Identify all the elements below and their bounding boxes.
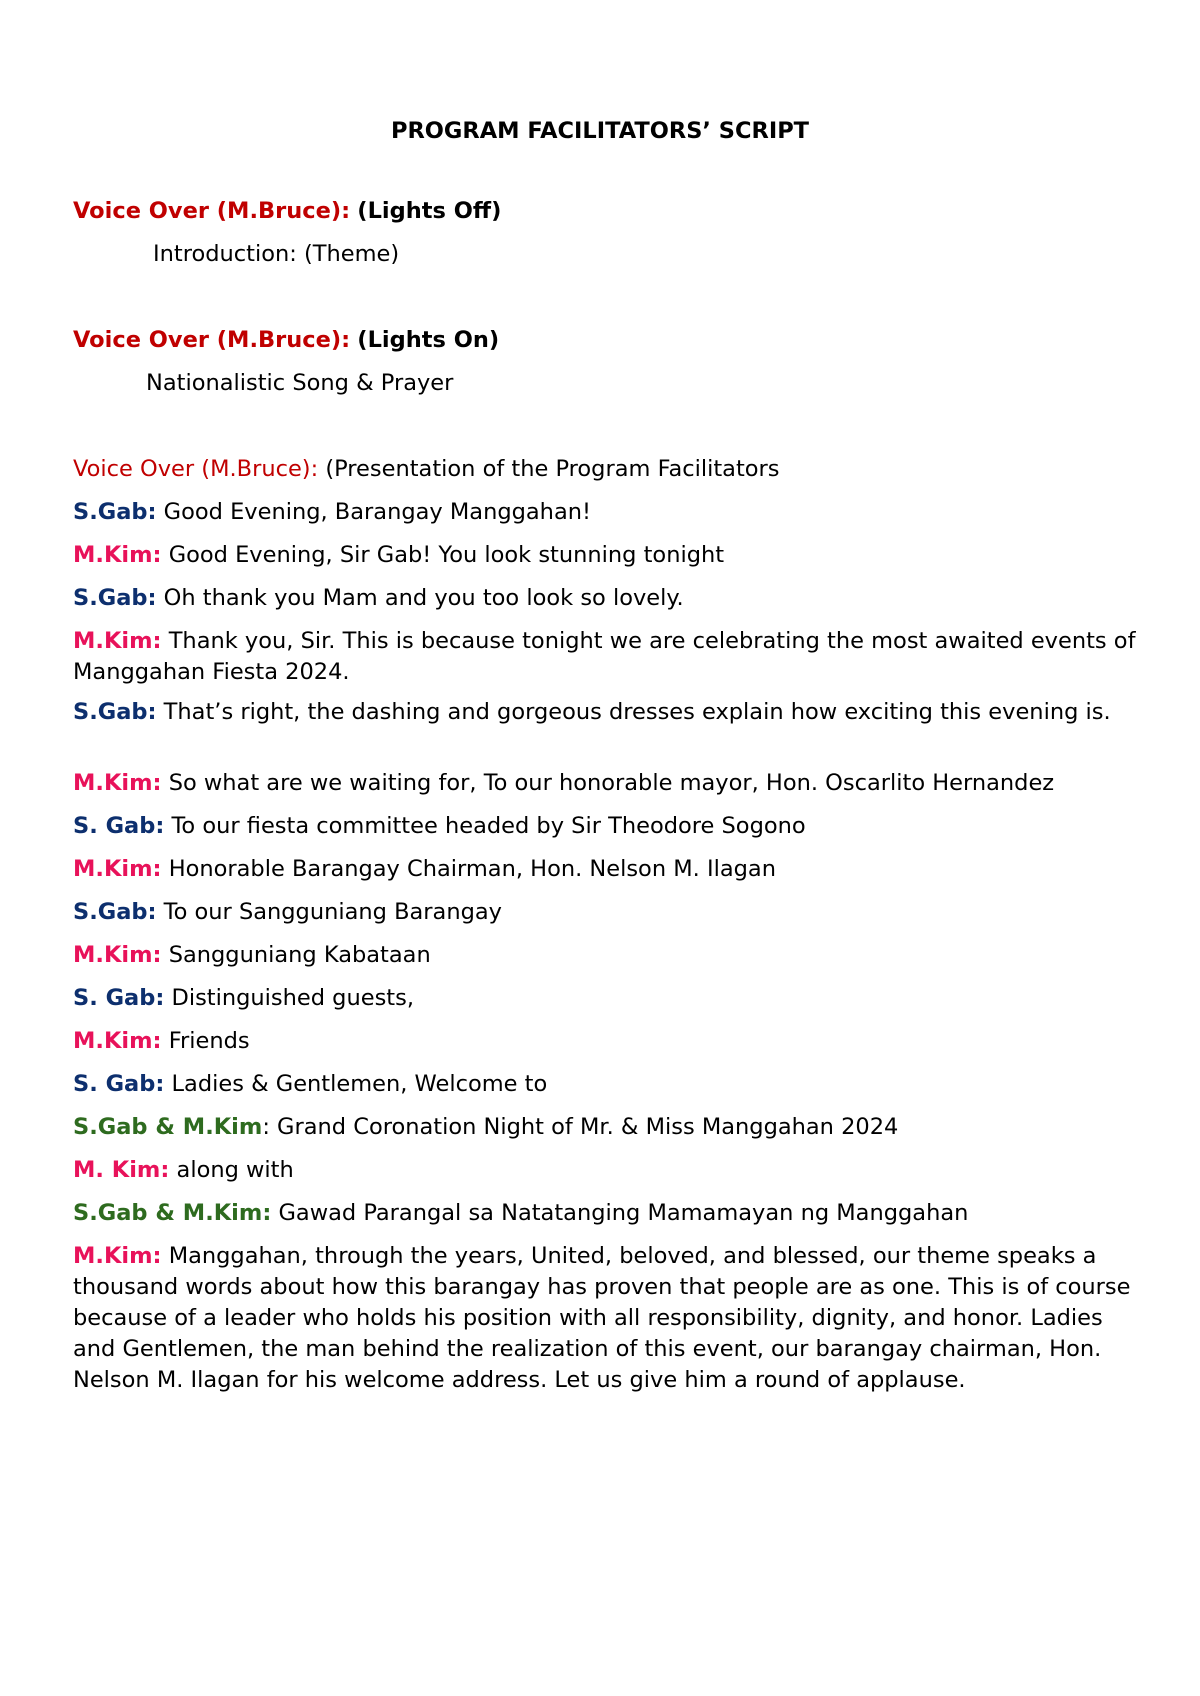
line-text: Distinguished guests,	[171, 985, 414, 1011]
speaker-label: S. Gab:	[73, 1071, 165, 1097]
line-text: : Grand Coronation Night of Mr. & Miss Manggahan 2024	[262, 1114, 899, 1140]
line-text: Nationalistic Song & Prayer	[146, 370, 454, 396]
page-title: PROGRAM FACILITATORS’ SCRIPT	[390, 118, 810, 144]
line-text: Thank you, Sir. This is because tonight we are celebrating the most awaited events of Manggahan Fiesta 2024.	[73, 628, 1136, 685]
line-text: Good Evening, Sir Gab! You look stunning tonight	[168, 542, 725, 568]
script-line-voice-over	[73, 325, 1143, 356]
script-line-kim	[73, 940, 1143, 971]
speaker-label: S.Gab:	[73, 699, 157, 725]
speaker-label: S.Gab & M.Kim:	[73, 1200, 272, 1226]
script-line-voice-over	[73, 196, 1143, 227]
line-text: Gawad Parangal sa Natatanging Mamamayan ng Manggahan	[278, 1200, 969, 1226]
speaker-label: M.Kim:	[73, 856, 162, 882]
script-line-kim	[73, 626, 1143, 688]
speaker-label: S. Gab:	[73, 813, 165, 839]
line-text: along with	[176, 1157, 294, 1183]
line-text: (Lights Off)	[357, 198, 502, 224]
speaker-label: Voice Over (M.Bruce):	[73, 456, 319, 482]
speaker-label: S. Gab:	[73, 985, 165, 1011]
speaker-label: M.Kim:	[73, 1243, 162, 1269]
script-line-both	[73, 1112, 1143, 1143]
line-text: Ladies & Gentlemen, Welcome to	[171, 1071, 548, 1097]
script-line-gab	[73, 897, 1143, 928]
script-line-gab	[73, 583, 1143, 614]
line-text: Manggahan, through the years, United, beloved, and blessed, our theme speaks a thousand words about how this barangay has proven that people are as one. This is of course because of a leader who holds his position with all responsibility, dignity, and honor. Ladies and Gentlemen, the man behind the realization of this event, our barangay chairman, Hon. Nelson M. Ilagan for his welcome address. Let us give him a round of applause.	[73, 1243, 1131, 1393]
line-text: To our Sangguniang Barangay	[163, 899, 502, 925]
script-line-gab	[73, 497, 1143, 528]
script-line-gab	[73, 697, 1143, 728]
line-text: Honorable Barangay Chairman, Hon. Nelson M. Ilagan	[168, 856, 776, 882]
script-line-kim	[73, 1026, 1143, 1057]
script-line-direction	[153, 239, 399, 270]
script-line-voice-over	[73, 454, 1143, 485]
line-text: To our fiesta committee headed by Sir Theodore Sogono	[171, 813, 806, 839]
speaker-label: M. Kim:	[73, 1157, 170, 1183]
line-text: (Presentation of the Program Facilitators	[325, 456, 780, 482]
speaker-label: M.Kim:	[73, 942, 162, 968]
speaker-label: Voice Over (M.Bruce):	[73, 198, 351, 224]
speaker-label: Voice Over (M.Bruce):	[73, 327, 351, 353]
script-line-both	[73, 1198, 1143, 1229]
line-text: That’s right, the dashing and gorgeous dresses explain how exciting this evening is.	[163, 699, 1111, 725]
line-text: (Lights On)	[357, 327, 500, 353]
script-line-kim	[73, 1241, 1143, 1396]
script-line-gab	[73, 811, 1143, 842]
speaker-label: S.Gab:	[73, 585, 157, 611]
speaker-label: S.Gab & M.Kim	[73, 1114, 263, 1140]
speaker-label: M.Kim:	[73, 770, 162, 796]
script-line-kim	[73, 540, 1143, 571]
line-text: Good Evening, Barangay Manggahan!	[163, 499, 592, 525]
script-line-gab	[73, 1069, 1143, 1100]
line-text: Sangguniang Kabataan	[168, 942, 431, 968]
speaker-label: M.Kim:	[73, 628, 162, 654]
speaker-label: M.Kim:	[73, 1028, 162, 1054]
line-text: So what are we waiting for, To our honorable mayor, Hon. Oscarlito Hernandez	[168, 770, 1055, 796]
line-text: Introduction: (Theme)	[153, 241, 400, 267]
speaker-label: M.Kim:	[73, 542, 162, 568]
script-line-direction	[146, 368, 453, 399]
script-line-kim	[73, 768, 1183, 799]
speaker-label: S.Gab:	[73, 499, 157, 525]
script-line-kim	[73, 854, 1143, 885]
script-line-gab	[73, 983, 1143, 1014]
line-text: Friends	[168, 1028, 250, 1054]
speaker-label: S.Gab:	[73, 899, 157, 925]
line-text: Oh thank you Mam and you too look so lovely.	[163, 585, 684, 611]
script-line-kim	[73, 1155, 1143, 1186]
